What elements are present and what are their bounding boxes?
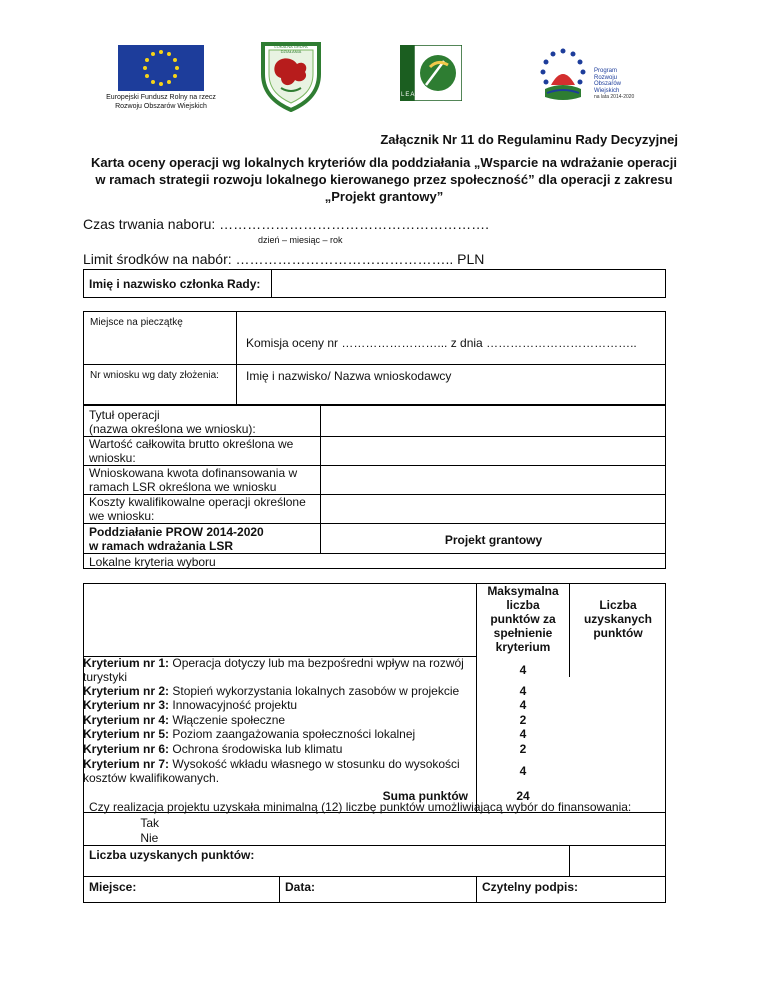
eligible-l1: Koszty kwalifikowalne operacji określone — [89, 495, 306, 509]
criterion-5-max: 4 — [519, 727, 527, 741]
criterion-4-max: 2 — [519, 713, 527, 727]
lgd-text: LOKALNA GRUPA DZIAŁANIA — [274, 44, 308, 54]
criterion-1-label: Kryterium nr 1: — [83, 656, 170, 670]
limit-field: Limit środków na nabór: ……………………………………….. PLN — [83, 251, 485, 267]
criterion-row-5 — [83, 727, 475, 741]
criterion-3-text1: Innowacyjność projektu — [169, 698, 298, 712]
col-got-l3: punktów — [593, 626, 643, 640]
subaction-l1: Poddziałanie PROW 2014-2020 — [89, 525, 264, 539]
eu-caption-line2: Rozwoju Obszarów Wiejskich — [115, 103, 207, 110]
criterion-5-text1: Poziom zaangażowania społeczności lokalnej — [169, 727, 416, 741]
criterion-6-label: Kryterium nr 6: — [83, 742, 170, 756]
option-yes[interactable] — [117, 816, 159, 830]
eu-caption — [88, 93, 234, 111]
col-max-l1: Maksymalna — [487, 584, 559, 598]
obtained-points-label: Liczba uzyskanych punktów: — [89, 848, 255, 862]
threshold-question: Czy realizacja projektu uzyskała minimalną (12) liczbę punktów umożliwiającą wybór do finansowania: — [89, 800, 632, 814]
criterion-5-label: Kryterium nr 5: — [83, 727, 170, 741]
criterion-7-max: 4 — [519, 764, 527, 778]
criterion-row-6 — [83, 742, 475, 756]
eu-flag-logo — [118, 45, 204, 91]
criterion-7-text1: Wysokość wkładu własnego w stosunku do wysokości — [169, 757, 460, 771]
criterion-row-7 — [83, 757, 475, 785]
subaction-value: Projekt grantowy — [444, 533, 543, 547]
col-got-l1: Liczba — [599, 598, 637, 612]
requested-l1: Wnioskowana kwota dofinansowania w — [89, 466, 298, 480]
criterion-1-text2: turystyki — [83, 670, 128, 684]
page-title — [60, 154, 708, 205]
subaction-label — [89, 525, 264, 553]
col-max-l4: spełnienie — [493, 626, 553, 640]
eligible-costs-label — [89, 495, 306, 523]
criterion-7-label: Kryterium nr 7: — [83, 757, 170, 771]
duration-hint: dzień – miesiąc – rok — [258, 235, 343, 245]
member-input[interactable] — [278, 277, 658, 291]
criterion-1-max: 4 — [519, 663, 527, 677]
operation-title-l1: Tytuł operacji — [89, 408, 160, 422]
criterion-row-2 — [83, 684, 475, 698]
title-line1: Karta oceny operacji wg lokalnych kryteriów dla poddziałania „Wsparcie na wdrażanie operacji — [91, 155, 677, 170]
option-no[interactable] — [117, 831, 158, 845]
local-criteria-label: Lokalne kryteria wyboru — [89, 555, 216, 569]
criterion-row-3 — [83, 698, 475, 712]
criterion-row-4 — [83, 713, 475, 727]
commission-field: Komisja oceny nr ……………………... z dnia ……………………………….. — [246, 336, 637, 350]
criterion-2-label: Kryterium nr 2: — [83, 684, 170, 698]
criterion-4-text1: Włączenie społeczne — [169, 713, 286, 727]
criterion-6-text1: Ochrona środowiska lub klimatu — [169, 742, 343, 756]
prow-line2: Rozwoju — [594, 74, 618, 81]
criterion-2-text1: Stopień wykorzystania lokalnych zasobów w projekcie — [169, 684, 460, 698]
requested-l2: ramach LSR określona we wniosku — [89, 480, 277, 494]
col-obtained-points-header — [570, 598, 666, 640]
col-max-l2: liczba — [506, 598, 540, 612]
subaction-l2: w ramach wdrażania LSR — [89, 539, 234, 553]
option-no-label: Nie — [140, 831, 159, 845]
criterion-3-max: 4 — [519, 698, 527, 712]
stamp-label: Miejsce na pieczątkę — [90, 317, 183, 328]
date-label: Data: — [285, 880, 316, 894]
eu-caption-line1: Europejski Fundusz Rolny na rzecz — [106, 94, 216, 101]
criterion-7-text2: kosztów kwalifikowanych. — [83, 771, 220, 785]
leader-label: LEADER — [401, 92, 432, 98]
criterion-row-1 — [83, 656, 475, 684]
total-value-l1: Wartość całkowita brutto określona we — [89, 437, 294, 451]
col-max-points-header — [477, 584, 569, 654]
total-value-label — [89, 437, 293, 465]
prow-line4: Wiejskich — [594, 87, 620, 94]
criterion-2-max: 4 — [519, 684, 527, 698]
operation-title-l2: (nazwa określona we wniosku): — [89, 422, 256, 436]
criterion-3-label: Kryterium nr 3: — [83, 698, 170, 712]
criterion-4-label: Kryterium nr 4: — [83, 713, 170, 727]
sum-label: Suma punktów — [382, 789, 468, 803]
duration-field: Czas trwania naboru: …………………………………………………. — [83, 216, 490, 232]
prow-years: na lata 2014-2020 — [594, 94, 635, 100]
application-number-label: Nr wniosku wg daty złożenia: — [90, 370, 219, 381]
signature-label: Czytelny podpis: — [482, 880, 579, 894]
eligible-l2: we wniosku: — [89, 509, 155, 523]
applicant-label: Imię i nazwisko/ Nazwa wnioskodawcy — [246, 369, 452, 383]
title-line3: „Projekt grantowy” — [324, 189, 444, 204]
sum-value: 24 — [516, 789, 530, 803]
requested-amount-label — [89, 466, 297, 494]
prow-logo — [537, 45, 589, 103]
operation-title-label — [89, 408, 256, 436]
member-label: Imię i nazwisko członka Rady: — [89, 277, 261, 291]
place-label: Miejsce: — [89, 880, 137, 894]
criterion-1-text1: Operacja dotyczy lub ma bezpośredni wpływ na rozwój — [169, 656, 464, 670]
option-yes-label: Tak — [140, 816, 160, 830]
col-got-l2: uzyskanych — [583, 612, 653, 626]
col-max-l5: kryterium — [495, 640, 551, 654]
col-max-l3: punktów za — [490, 612, 556, 626]
prow-line3: Obszarów — [594, 81, 622, 87]
annex-label: Załącznik Nr 11 do Regulaminu Rady Decyzyjnej — [380, 132, 678, 147]
criterion-6-max: 2 — [519, 742, 527, 756]
total-value-l2: wniosku: — [89, 451, 136, 465]
title-line2: w ramach strategii rozwoju lokalnego kierowanego przez społeczność” dla operacji z zakresu — [95, 172, 673, 187]
prow-text — [594, 68, 634, 101]
prow-line1: Program — [594, 68, 618, 74]
